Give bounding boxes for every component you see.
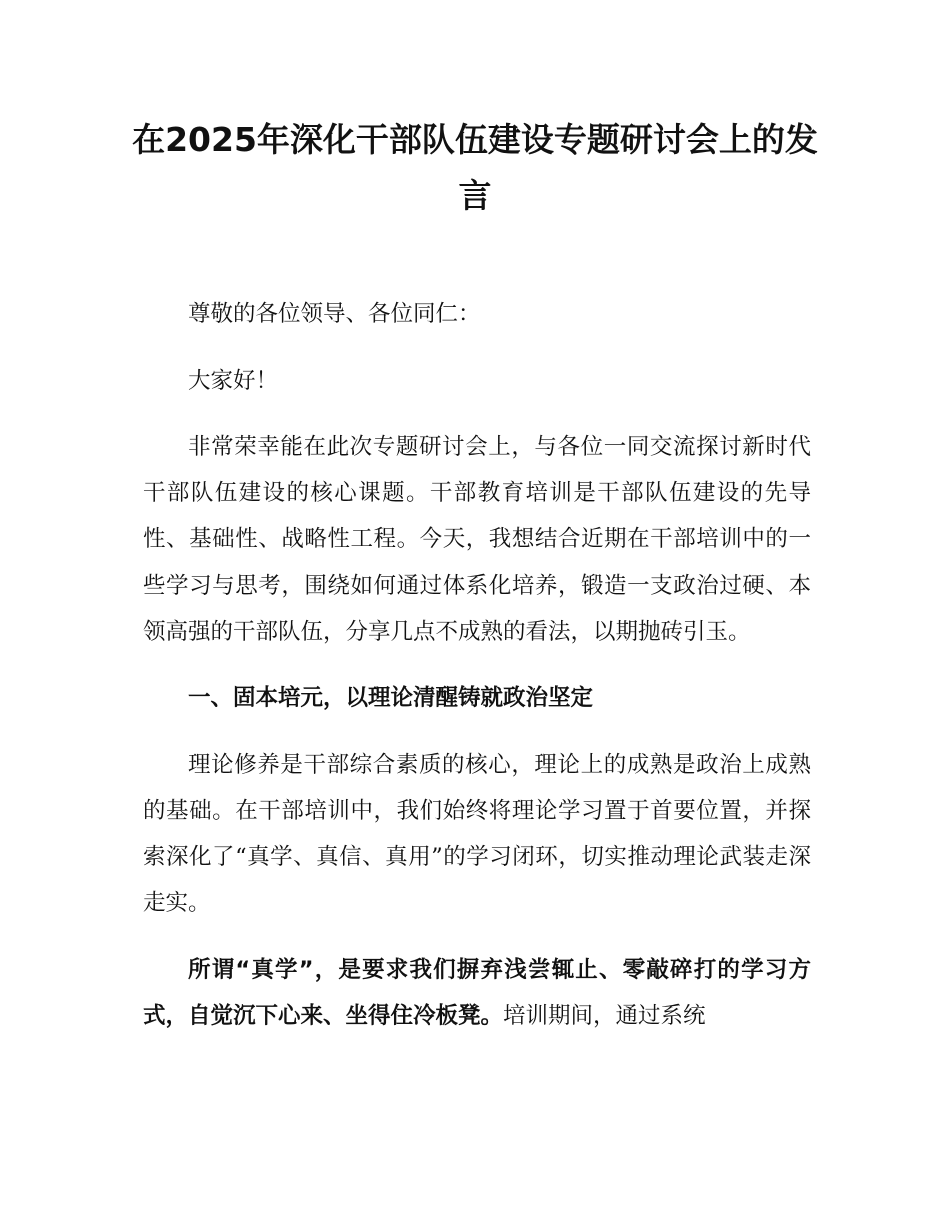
document-body [143, 291, 811, 1060]
section-heading: 一、固本培元，以理论清醒铸就政治坚定 [188, 685, 594, 712]
paragraph-continuation: 培训期间，通过系统 [503, 1003, 706, 1030]
intro-paragraph: 非常荣幸能在此次专题研讨会上，与各位一同交流探讨新时代干部队伍建设的核心课题。干部教育培训是干部队伍建设的先导性、基础性、战略性工程。今天，我想结合近期在干部培训中的一些学习与思考，围绕如何通过体系化培养，锻造一支政治过硬、本领高强的干部队伍，分享几点不成熟的看法，以期抛砖引玉。 [143, 434, 811, 645]
emphasis-sentence: 所谓“真学”，是要求我们摒弃浅尝辄止、零敲碎打的学习方式，自觉沉下心来、坐得住冷板凳。 [143, 956, 811, 1030]
greeting: 大家好！ [188, 367, 279, 394]
document-title: 在2025年深化干部队伍建设专题研讨会上的发言 [132, 120, 818, 215]
section-paragraph-emphasis [143, 947, 811, 1039]
section-paragraph: 理论修养是干部综合素质的核心，理论上的成熟是政治上成熟的基础。在干部培训中，我们始终将理论学习置于首要位置，并探索深化了“真学、真信、真用”的学习闭环，切实推动理论武装走深走实。 [143, 751, 811, 917]
salutation: 尊敬的各位领导、各位同仁： [188, 301, 481, 327]
